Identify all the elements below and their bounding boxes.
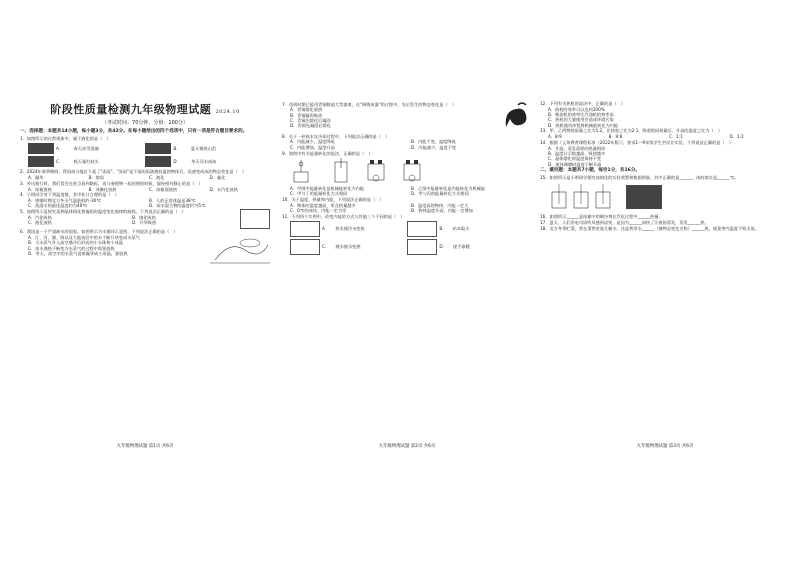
question-16: 16．如图所示______是冰箱中的制冷剂在汽化过程中______热量。 (540, 213, 663, 219)
question-4: 4．小明同学对下列温度值，其中估计合理的是（ ） (20, 192, 119, 198)
photo-icon (28, 143, 54, 154)
q1-option-a: A． 春天冰雪消融 (28, 143, 139, 154)
piston-icon (330, 158, 352, 184)
bronze-vessel-icon (500, 101, 532, 133)
page-title (20, 103, 270, 117)
figure-icon (290, 239, 320, 255)
photo-icon (145, 156, 171, 167)
q15-figures (548, 182, 790, 212)
question-18: 18．北方冬季贮菜，常在菜窖里放几桶水，这是利用水______（填物态变化名称）______热，使菜窖内温度不致太低。 (540, 225, 759, 231)
figure-icon (240, 209, 270, 229)
question-6: 6．我国是一个严重缺水的国家。如图所示为水循环示意图，下列说法正确的是（ ） (20, 229, 178, 235)
page-3 (540, 95, 790, 449)
question-7: 7．西周时期已能用青铜铸造大型器皿，在"铜铸成器"的过程中，先后发生的物态变化是（ ） (282, 101, 457, 107)
engine-cylinder-icon (364, 158, 388, 184)
q11-options (290, 221, 532, 237)
figure-icon (290, 221, 320, 237)
page-footer: 九年级物理试题 第1页 共6页 (116, 443, 174, 449)
water-cycle-icon (210, 235, 270, 265)
q11-option-c: C． 烧水使水变热 (290, 239, 401, 255)
photo-icon (626, 185, 662, 209)
q14-options: A．升温、蒸发需要的热量相同 B．温度计示数越高，吸热越多 C．晶体熔化时温度保持不变 D．液体沸腾时温度不断升高 (548, 145, 606, 167)
exam-meta: （考试时间：70分钟，分值：100分） (102, 119, 188, 126)
question-1: 1．如图所示的自然现象中，属于液化的是（ ） (20, 135, 111, 141)
q11-option-b: B． 钻木取火 (407, 221, 518, 237)
q1-option-d: D． 冬天河水成冰 (145, 156, 256, 167)
test-tube-icon (290, 158, 318, 184)
question-5: 5．如图所示是探究某种晶体熔化和凝固时温度变化规律的曲线，下列说法正确的是（ ） (20, 209, 186, 215)
page-1 (20, 95, 270, 449)
figure-icon (407, 221, 437, 237)
q2-options: A．凝华 B．熔固 C．液化 D．凝化 (28, 174, 226, 180)
engine-cylinder-icon (400, 158, 424, 184)
question-2: 2．2024年春季期间，我国部分地区下起了"冻雨"。"冻雨"是下落的雨滴遇低温的物体后，迅速变成冰的物态变化是（ ） (20, 168, 247, 174)
figure-icon (407, 239, 437, 255)
q3-options: A．冰箱放热 B．冲淋化放热 C．冰箱面放热 D．水汽化放热 (28, 186, 238, 192)
q1-options-2 (28, 156, 270, 167)
page-2 (282, 95, 532, 449)
q1-option-c: C． 秋天霜打枝头 (28, 156, 139, 167)
question-14: 14．根据《义务教育课程标准（2022年版）》，要求1～9年级学生会设计实验，下列说法正确的是（ ） (540, 140, 734, 146)
question-8: 8．关于一杯热水在冷却过程中，下列说法正确的是（ ） (282, 133, 390, 139)
q11-options-2 (290, 239, 532, 255)
q1-option-b: B． 夏天雾绕山峦 (145, 143, 256, 154)
question-3: 3．外出旅行时，我们常会在景点看到路标，再与参照物一起拍照的时候，保持相对静止的是（ ） (20, 180, 203, 186)
question-15: 15．如图所示是小明同学探究冰熔化的实验装置和数据图象，其中正确的是______，冰的熔点是______℃。 (540, 174, 739, 180)
q9-figures (290, 158, 532, 184)
q7-options: A．青铜熔化放热 B．青铜凝固吸热 C．青铜先熔化后凝固 D．青铜先凝固后熔化 (290, 107, 331, 129)
section-2-heading: 二、填空题：本题共7小题，每空1分，共16分。 (540, 167, 641, 173)
q13-options: A．8:9 B．9:8 C．1:1 D．1:2 (548, 134, 744, 140)
question-17: 17．夏天，人们用电风扇吹风感到凉快，是因为______加快了汗液的蒸发，蒸发______热。 (540, 219, 709, 225)
page-footer: 九年级物理试题 第3页 共6页 (636, 443, 694, 449)
photo-icon (28, 156, 54, 167)
q1-options (28, 143, 270, 154)
q11-option-a: A． 热水使冷水变热 (290, 221, 401, 237)
question-9: 9．如图中有关能量转化的说法，正确的是（ ） (282, 150, 373, 156)
q11-option-d: D． 搓手取暖 (407, 239, 518, 255)
section-1-heading: 一、选择题：本题共14小题，每小题3分，共42分。在每小题给出的四个选项中，只有一项是符合题目要求的。 (20, 129, 248, 134)
q5-options: A．汽化吸热 B．熔化吸热 C．液化放热 D．升华吸热 (28, 215, 157, 226)
q10-options: A．物体的温度越高，所含热量越多 B．温度高的物体，内能一定大 C．0℃的冰块，内能一定为零 D．物体温度升高，内能一定增加 (290, 202, 473, 213)
q6-options: A．江、河、湖、海以及大地表层中的水不断升华变成水蒸气 B．当水蒸气升入高空遇冷后形成的小水珠和小冰晶 C．冰水遇热不断变为水蒸气的过程中需要放热 D．冬天，高空中的水蒸气直接凝华成小冰晶，要放热 (28, 235, 140, 256)
q12-options: A．热机的效率可以达到100% B．柴油机的效率比汽油机的效率高 C．热机的大量使用会造成环境污染 D．热机做功冲程将机械能转化为内能 (548, 106, 619, 128)
question-10: 10．关于温度、热量和内能，下列说法正确的是（ ） (282, 196, 384, 202)
exam-date: 2024.10 (215, 109, 240, 115)
page-footer: 九年级物理试题 第2页 共6页 (378, 443, 436, 449)
q8-options: A．内能减少，温度降低 B．内能不变，温度降低 C．内能增加，温度升高 D．内能减少，温度不变 (290, 139, 457, 150)
question-12: 12．下列有关热机的说法中，正确的是（ ） (540, 101, 625, 106)
photo-icon (145, 143, 171, 154)
exam-title: 阶段性质量检测九年级物理试题 (50, 103, 212, 116)
q9-options: A．甲图中能量转化是机械能转化为内能 B．乙图中能量转化是内能转化为机械能 C．甲与丁的能量转化方式相同 D．甲与丙的能量转化方式相同 (290, 185, 486, 197)
question-13: 13．甲、乙两物体质量之比为1:2，比热容之比为2:1，吸收相同热量后，升高的温度之比为（ ） (540, 128, 723, 134)
q4-options: A．唐朝时期北方冬天气温最低约-30℃ B．人的正常体温是38℃ C．洗澡水的最佳温度约为40℃ D．冰水混合物的温度约为5℃ (28, 198, 206, 209)
question-11: 11．下列四个实例中，改变内能的方式与其他三个不同的是（ ） (282, 213, 405, 219)
beaker-apparatus-icon (548, 182, 618, 212)
